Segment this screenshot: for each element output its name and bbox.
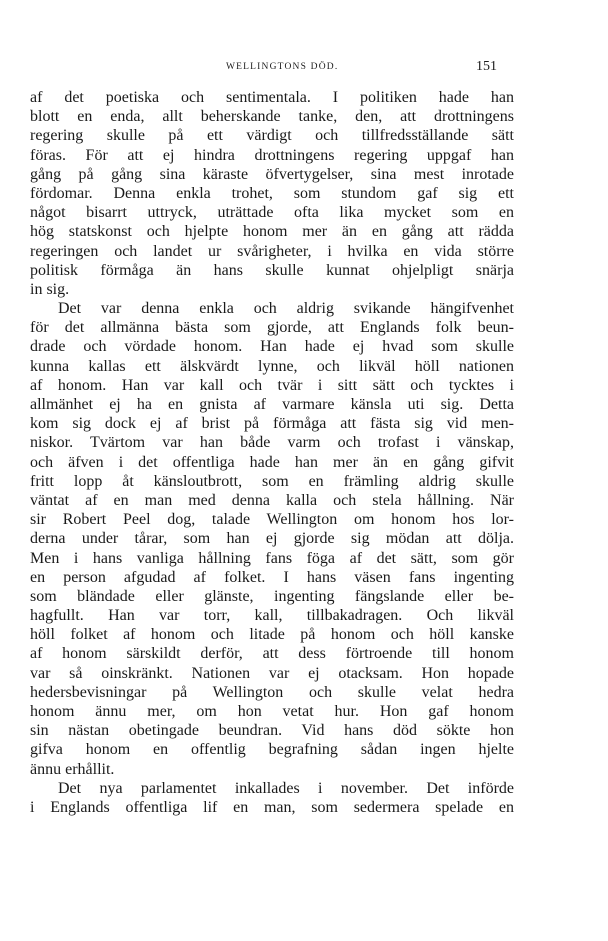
text-line: och äfven i det offentliga hade han mer än en gång gifvit [30, 453, 514, 471]
text-line: regering skulle på ett värdigt och tillfredsställande sätt [30, 127, 514, 145]
text-line: drade och vördade honom. Han hade ej hvad som skulle [30, 338, 514, 356]
text-line: hög statskonst och hjelpte honom mer än en gång att rädda [30, 223, 514, 241]
text-line: fritt lopp åt känsloutbrott, som en främling aldrig skulle [30, 472, 514, 490]
text-line: af honom särskildt derför, att dess förtroende till honom [30, 645, 514, 663]
text-line: kom sig dock ej af brist på förmåga att fästa sig vid men- [30, 415, 514, 433]
text-line: hagfullt. Han var torr, kall, tillbakadragen. Och likväl [30, 607, 514, 625]
text-line: en person afgudad af folket. I hans väsen fans ingenting [30, 568, 514, 586]
text-line: i Englands offentliga lif en man, som sedermera spelade en [30, 798, 514, 816]
paragraph-first-line: Det var denna enkla och aldrig svikande hängifvenhet [58, 300, 514, 318]
text-line: niskor. Tvärtom var han både varm och trofast i vänskap, [30, 434, 514, 452]
text-line: af det poetiska och sentimentala. I politiken hade han [30, 89, 514, 106]
text-line: in sig. [30, 280, 70, 298]
running-title: WELLINGTONS DÖD. [226, 62, 339, 72]
text-line: fördomar. Denna enkla trohet, som stundom gaf sig ett [30, 184, 514, 202]
text-line: honom ännu mer, om hon vetat hur. Hon gaf honom [30, 703, 514, 720]
text-line: något bisarrt uttryck, uträttade ofta lika mycket som en [30, 204, 514, 222]
text-line: för det allmänna bästa som gjorde, att Englands folk beun- [30, 319, 514, 337]
text-line: höll folket af honom och litade på honom och höll kanske [30, 626, 514, 644]
paragraph-first-line: Det nya parlamentet inkallades i november. Det införde [58, 779, 514, 797]
text-line: af honom. Han var kall och tvär i sitt sätt och tycktes i [30, 376, 514, 394]
text-line: ännu erhållit. [30, 760, 115, 778]
text-line: politisk förmåga än hans skulle kunnat ohjelpligt snärja [30, 261, 514, 279]
body-text [30, 88, 514, 817]
text-line: blott en enda, allt beherskande tanke, den, att drottningens [30, 108, 514, 126]
text-line: derna under tårar, som han ej gjorde sig mödan att dölja. [30, 530, 514, 548]
page-header [0, 56, 608, 76]
text-line: väntat af en man med denna kalla och stela hållning. När [30, 491, 514, 509]
text-line: som bländade eller glänste, ingenting fängslande eller be- [30, 587, 514, 605]
text-line: sin nästan obetingade beundran. Vid hans död sökte hon [30, 722, 514, 740]
text-line: allmänhet ej ha en gnista af varmare känsla uti sig. Detta [30, 396, 514, 413]
text-line: kunna kallas ett älskvärdt lynne, och likväl höll nationen [30, 357, 514, 375]
text-line: sir Robert Peel dog, talade Wellington om honom hos lor- [30, 511, 514, 529]
text-line: gifva honom en offentlig begrafning sådan ingen hjelte [30, 741, 514, 759]
text-line: var så oinskränkt. Nationen var ej otacksam. Hon hopade [30, 664, 514, 682]
text-line: hedersbevisningar på Wellington och skulle velat hedra [30, 683, 514, 701]
text-line: regeringen och landet ur svårigheter, i hvilka en vida större [30, 242, 514, 260]
text-line: föras. För att ej hindra drottningens regering uppgaf han [30, 146, 514, 164]
text-line: Men i hans vanliga hållning fans föga af det sätt, som gör [30, 549, 514, 567]
page-number: 151 [476, 59, 497, 74]
text-line: gång på gång sina käraste öfvertygelser, sina mest inrotade [30, 165, 514, 183]
